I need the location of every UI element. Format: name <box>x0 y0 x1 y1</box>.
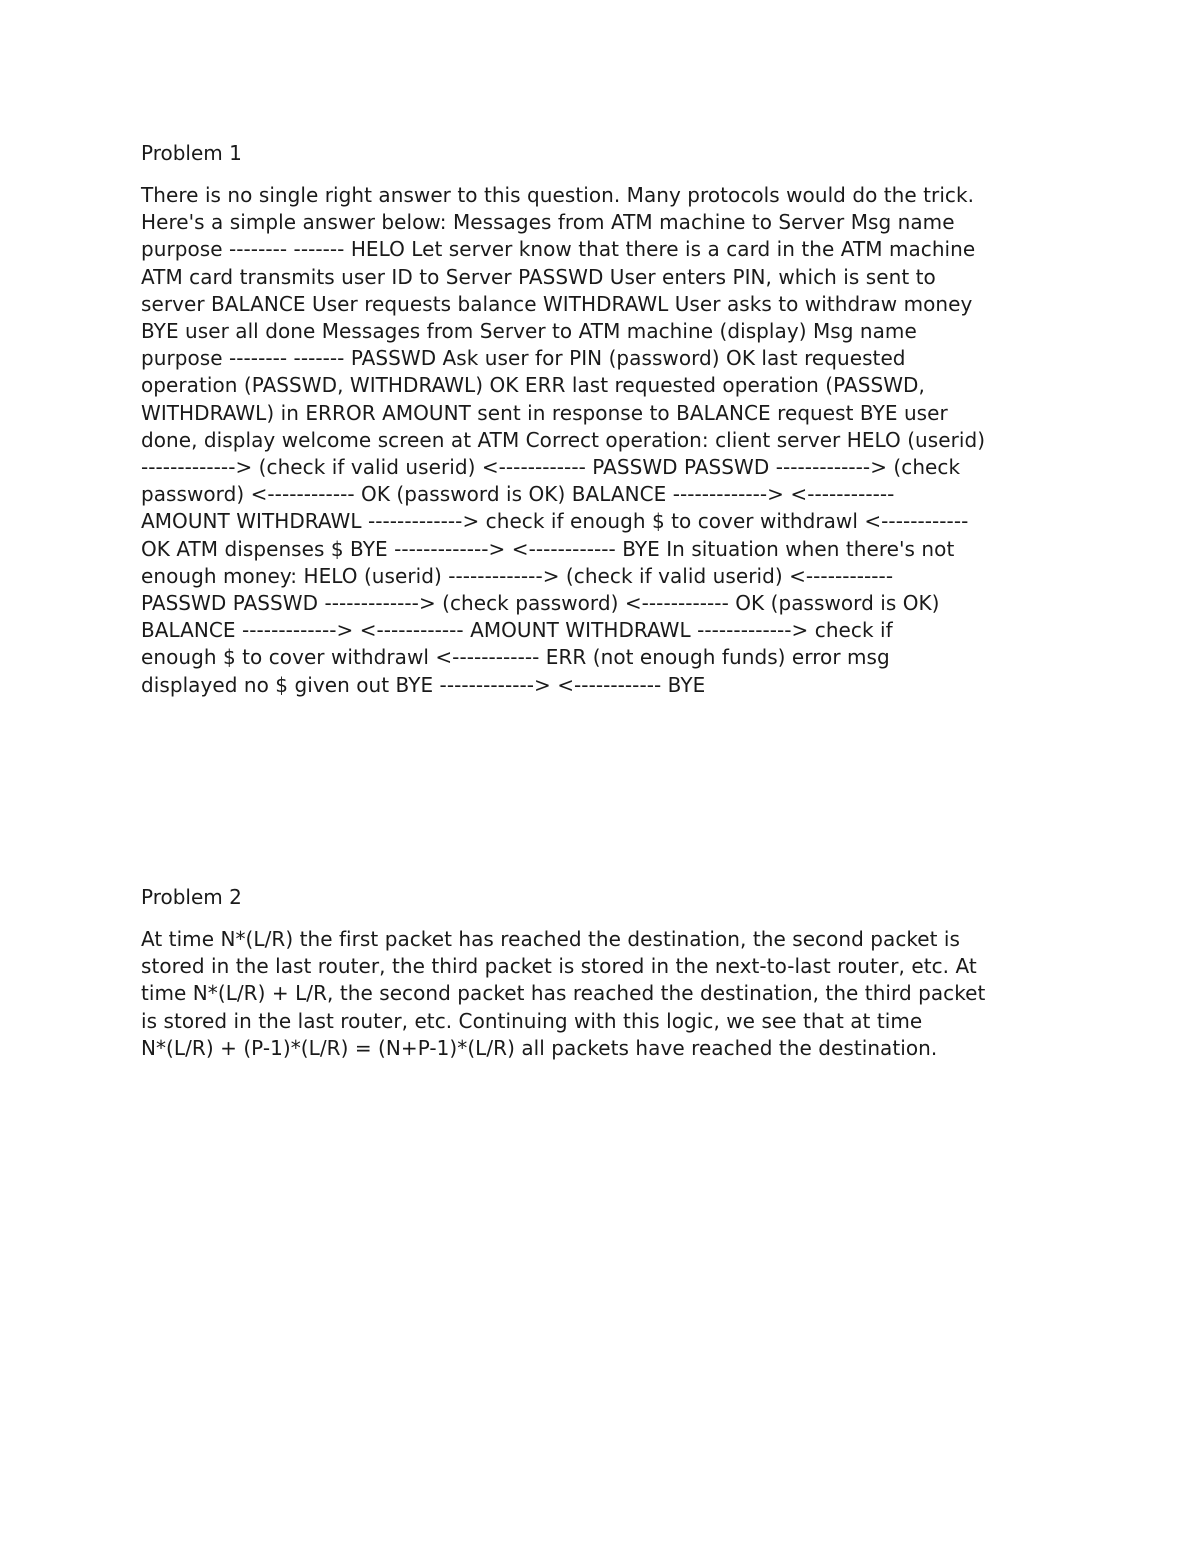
text-line: OK ATM dispenses $ BYE -------------> <------------ BYE In situation when there's not <box>141 536 955 561</box>
text-line: BYE user all done Messages from Server to ATM machine (display) Msg name <box>141 319 917 344</box>
text-line: N*(L/R) + (P-1)*(L/R) = (N+P-1)*(L/R) all packets have reached the destination. <box>141 1035 938 1060</box>
problem-2-heading: Problem 2 <box>141 885 242 909</box>
text-line: purpose -------- ------- PASSWD Ask user for PIN (password) OK last requested <box>141 346 906 371</box>
text-line: Here's a simple answer below: Messages from ATM machine to Server Msg name <box>141 210 955 235</box>
problem-2-section <box>141 884 1051 1062</box>
text-line: done, display welcome screen at ATM Correct operation: client server HELO (userid) <box>141 427 986 452</box>
problem-1-heading: Problem 1 <box>141 141 242 165</box>
problem-1-section <box>141 140 1051 699</box>
text-line: password) <------------ OK (password is OK) BALANCE -------------> <------------ <box>141 482 895 507</box>
text-line: operation (PASSWD, WITHDRAWL) OK ERR last requested operation (PASSWD, <box>141 373 925 398</box>
text-line: time N*(L/R) + L/R, the second packet has reached the destination, the third packet <box>141 981 986 1006</box>
text-line: enough $ to cover withdrawl <------------ ERR (not enough funds) error msg <box>141 645 890 670</box>
text-line: -------------> (check if valid userid) <------------ PASSWD PASSWD -------------> (check <box>141 455 961 480</box>
text-line: At time N*(L/R) the first packet has reached the destination, the second packet is <box>141 927 961 951</box>
text-line: WITHDRAWL) in ERROR AMOUNT sent in response to BALANCE request BYE user <box>141 400 948 425</box>
text-line: enough money: HELO (userid) -------------> (check if valid userid) <------------ <box>141 563 894 588</box>
text-line: AMOUNT WITHDRAWL -------------> check if enough $ to cover withdrawl <------------ <box>141 509 969 534</box>
text-line: purpose -------- ------- HELO Let server know that there is a card in the ATM machine <box>141 237 976 262</box>
text-line: displayed no $ given out BYE -------------> <------------ BYE <box>141 672 706 697</box>
text-line: There is no single right answer to this question. Many protocols would do the trick. <box>141 183 975 207</box>
problem-2-answer <box>141 926 1051 1062</box>
text-line: stored in the last router, the third packet is stored in the next-to-last router, etc. At <box>141 954 977 979</box>
text-line: server BALANCE User requests balance WITHDRAWL User asks to withdraw money <box>141 291 973 316</box>
problem-1-answer <box>141 182 1051 699</box>
text-line: BALANCE -------------> <------------ AMOUNT WITHDRAWL -------------> check if <box>141 618 893 643</box>
text-line: PASSWD PASSWD -------------> (check password) <------------ OK (password is OK) <box>141 591 940 616</box>
text-line: is stored in the last router, etc. Continuing with this logic, we see that at time <box>141 1008 923 1033</box>
text-line: ATM card transmits user ID to Server PASSWD User enters PIN, which is sent to <box>141 264 936 289</box>
